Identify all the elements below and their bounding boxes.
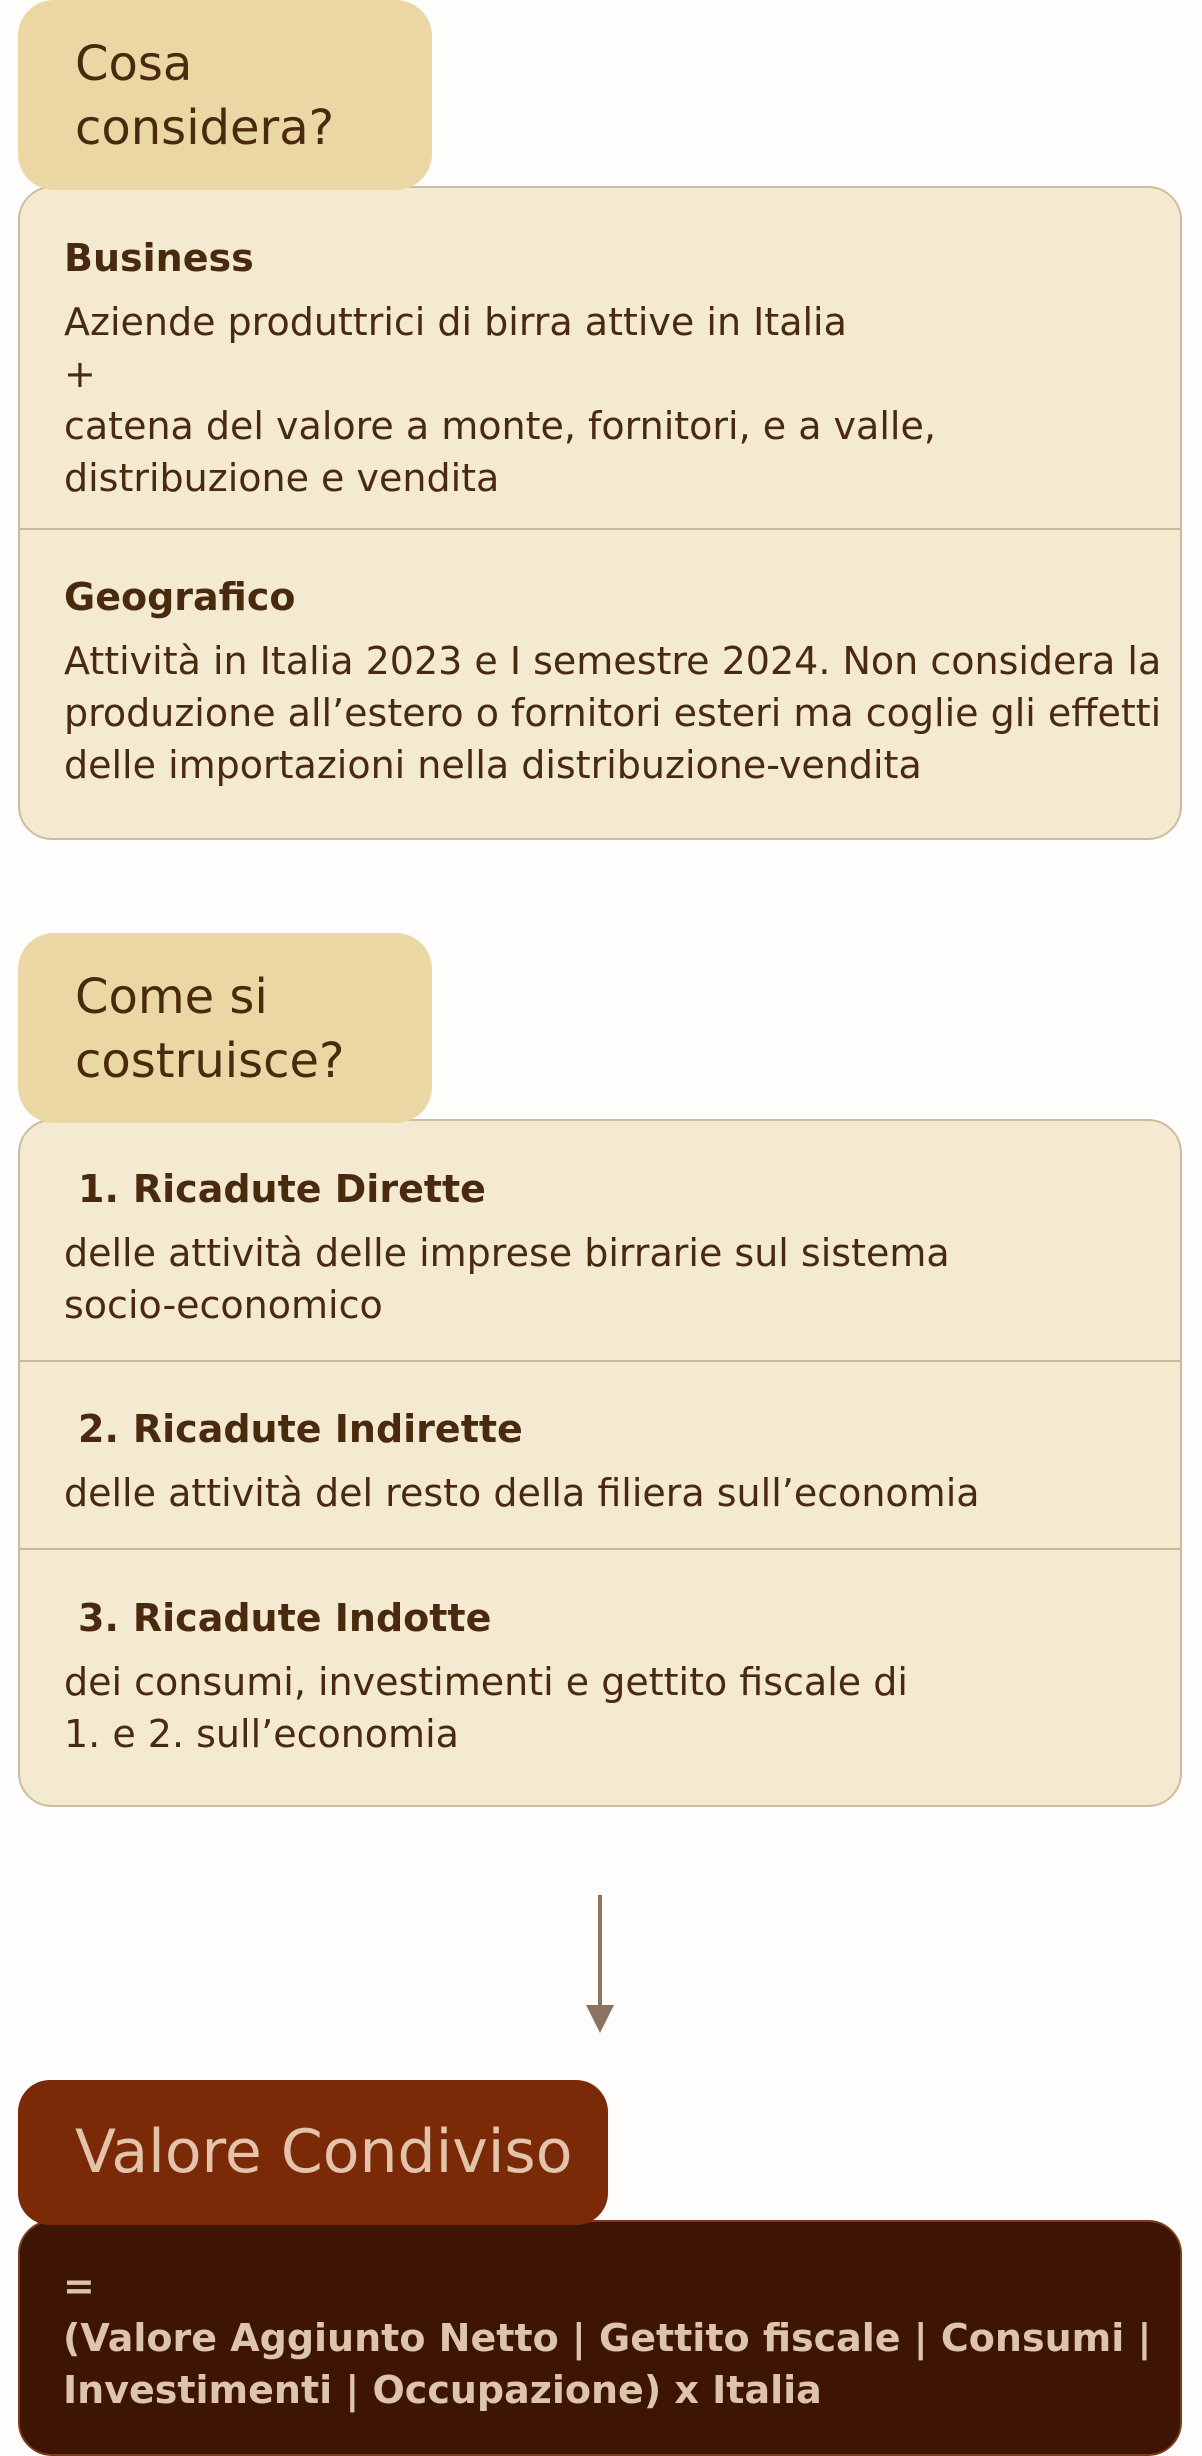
title-line: costruisce? [75,1033,345,1089]
business-text-line: distribuzione e vendita [64,456,500,500]
how-it-is-built-title [18,933,432,1123]
heading-text: Ricadute Indotte [132,1596,492,1640]
business-text-line: + [64,352,96,396]
formula-line: = [63,2264,95,2308]
shared-value-title: Valore Condiviso [18,2080,608,2225]
arrow-down-icon [578,1895,622,2035]
geographic-text-line: Attività in Italia 2023 e I semestre 2024. Non considera la [64,639,1162,683]
induced-effects-text-line: dei consumi, investimenti e gettito fiscale di [64,1660,908,1704]
how-it-is-built-card [18,1119,1182,1807]
direct-effects-heading [64,1163,1180,1215]
geographic-text-line: delle importazioni nella distribuzione-vendita [64,743,922,787]
formula-line: Investimenti | Occupazione) x Italia [63,2368,822,2412]
induced-effects-heading [64,1592,1180,1644]
section-divider [20,528,1180,530]
what-it-considers-card [18,186,1182,840]
geographic-section [20,571,1180,791]
title-line: considera? [75,100,335,156]
indirect-effects-heading [64,1403,1180,1455]
item-number: 3. [78,1596,119,1640]
direct-effects-section [20,1163,1180,1331]
shared-value-formula-card [18,2220,1182,2456]
indirect-effects-text-line: delle attività del resto della filiera sull’economia [64,1471,980,1515]
section-divider [20,1548,1180,1550]
geographic-text-line: produzione all’estero o fornitori esteri ma coglie gli effetti [64,691,1162,735]
business-text-line: catena del valore a monte, fornitori, e a valle, [64,404,936,448]
geographic-heading: Geografico [64,575,296,619]
heading-text: Ricadute Indirette [132,1407,523,1451]
item-number: 2. [78,1407,119,1451]
business-text-line: Aziende produttrici di birra attive in Italia [64,300,847,344]
formula-line: (Valore Aggiunto Netto | Gettito fiscale | Consumi | [63,2316,1152,2360]
direct-effects-text-line: delle attività delle imprese birrarie sul sistema [64,1231,950,1275]
business-section [20,232,1180,504]
heading-text: Ricadute Dirette [132,1167,486,1211]
title-line: Come si [75,969,268,1025]
induced-effects-section [20,1592,1180,1760]
title-line: Cosa [75,36,193,92]
indirect-effects-section [20,1403,1180,1519]
item-number: 1. [78,1167,119,1211]
what-it-considers-title [18,0,432,190]
direct-effects-text-line: socio-economico [64,1283,383,1327]
section-divider [20,1360,1180,1362]
induced-effects-text-line: 1. e 2. sull’economia [64,1712,459,1756]
business-heading: Business [64,236,254,280]
